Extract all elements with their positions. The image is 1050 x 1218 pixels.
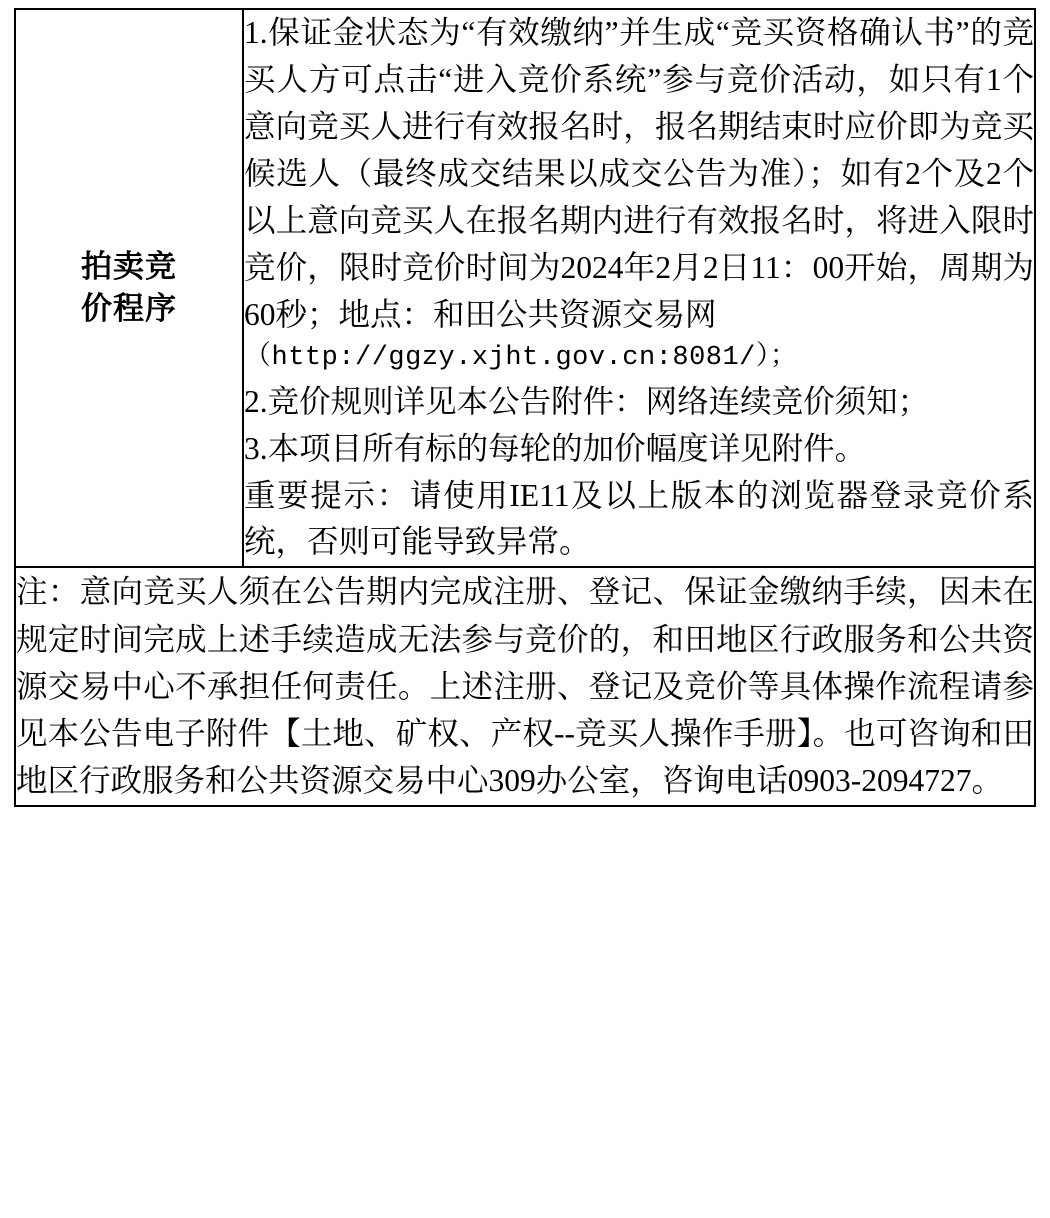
content-paragraph-1: 1.保证金状态为“有效缴纳”并生成“竞买资格确认书”的竞买人方可点击“进入竞价系统”参与竞价活动，如只有1个意向竞买人进行有效报名时，报名期结束时应价即为竞买候选人（最终成交结果以成交公告为准）；如有2个及2个以上意向竞买人在报名期内进行有效报名时，将进入限时竞价，限时竞价时间为2024年2月2日11：00开始，周期为60秒；地点：和田公共资源交易网 [244, 15, 1034, 332]
content-body [244, 10, 1034, 566]
content-url-line: （http://ggzy.xjht.gov.cn:8081/）； [244, 343, 798, 374]
note-cell [15, 567, 1035, 805]
note-text: 注：意向竞买人须在公告期内完成注册、登记、保证金缴纳手续，因未在规定时间完成上述手续造成无法参与竞价的，和田地区行政服务和公共资源交易中心不承担任何责任。上述注册、登记及竞价等具体操作流程请参见本公告电子附件【土地、矿权、产权--竞买人操作手册】。也可咨询和田地区行政服务和公共资源交易中心309办公室，咨询电话0903-2094727。 [16, 574, 1034, 799]
row-content-auction-procedure [243, 9, 1035, 567]
content-paragraph-3: 3.本项目所有标的每轮的加价幅度详见附件。 [244, 430, 867, 466]
note-body [16, 568, 1034, 804]
table-row-auction-procedure [15, 9, 1035, 567]
announcement-table [14, 8, 1036, 807]
table-row-note [15, 567, 1035, 805]
row-label-line-2: 价程序 [81, 291, 177, 327]
row-label-line-1: 拍卖竞 [81, 249, 177, 285]
content-paragraph-4: 重要提示：请使用IE11及以上版本的浏览器登录竞价系统，否则可能导致异常。 [244, 477, 1034, 560]
row-label-auction-procedure [15, 9, 243, 567]
content-paragraph-2: 2.竞价规则详见本公告附件：网络连续竞价须知； [244, 383, 930, 419]
